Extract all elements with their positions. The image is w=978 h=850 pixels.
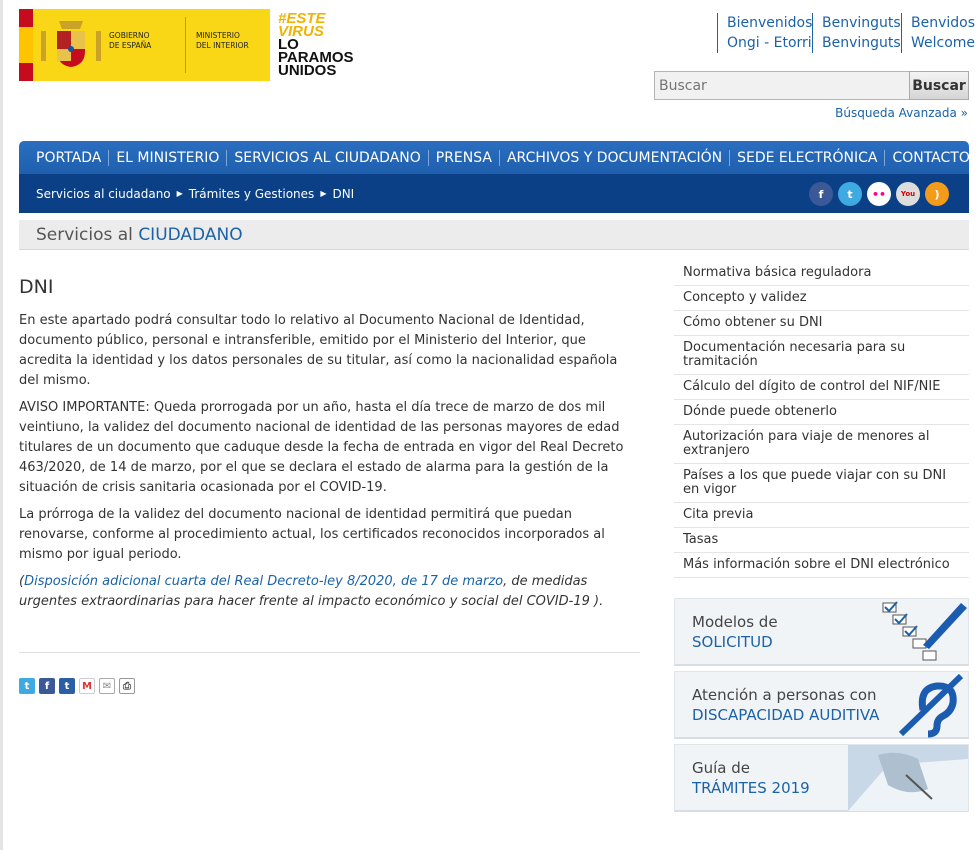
nav-item-servicios[interactable]: SERVICIOS AL CIUDADANO <box>227 150 428 166</box>
search-input[interactable] <box>654 71 909 100</box>
spain-flag-icon <box>19 9 33 81</box>
nav-item-sede[interactable]: SEDE ELECTRÓNICA <box>730 150 885 166</box>
chevron-right-icon: ▶ <box>320 189 327 198</box>
campaign-line-3: LO <box>278 36 299 53</box>
section-title-prefix: Servicios al <box>36 225 139 245</box>
promo-solicitud[interactable] <box>674 598 969 666</box>
gmail-icon[interactable]: M <box>79 678 95 694</box>
print-icon[interactable]: ⎙ <box>119 678 135 694</box>
reference-paragraph: (Disposición adicional cuarta del Real Decreto-ley 8/2020, de 17 de marzo, de medidas urgentes extraordinarias para hacer frente al impacto económico y social del COVID-19 ). <box>19 574 604 609</box>
campaign-line-2: VIRUS <box>278 23 324 40</box>
sidebar-item[interactable]: Cita previa <box>674 503 969 528</box>
nav-item-contacto[interactable]: CONTACTO <box>892 149 970 166</box>
advanced-search-link[interactable]: Búsqueda Avanzada » <box>835 106 968 120</box>
language-link[interactable]: Benvinguts <box>812 13 901 33</box>
nav-item-portada[interactable]: PORTADA <box>29 150 109 166</box>
search-button[interactable]: Buscar <box>909 71 969 100</box>
facebook-icon[interactable]: f <box>809 182 833 206</box>
coat-of-arms-icon <box>33 9 109 81</box>
section-title <box>19 220 969 250</box>
share-toolbar <box>19 678 135 694</box>
sidebar-links <box>674 261 969 578</box>
language-column-3 <box>901 13 975 53</box>
twitter-icon[interactable]: t <box>19 678 35 694</box>
rss-icon[interactable]: ) <box>925 182 949 206</box>
promo-label: Modelos de <box>692 613 778 631</box>
language-column-1 <box>717 13 812 53</box>
promo-tramites[interactable] <box>674 744 969 812</box>
language-link[interactable]: Benvidos <box>901 13 975 33</box>
main-navigation <box>19 141 969 213</box>
social-links <box>809 182 949 206</box>
breadcrumb-bar <box>19 174 969 213</box>
twitter-icon[interactable]: t <box>838 182 862 206</box>
promo-label: Guía de <box>692 759 751 777</box>
content-divider <box>19 652 640 653</box>
youtube-icon[interactable]: You <box>896 182 920 206</box>
search-form <box>654 71 969 100</box>
checklist-icon <box>873 599 968 665</box>
mail-icon[interactable]: ✉ <box>99 678 115 694</box>
promo-highlight: SOLICITUD <box>692 633 773 651</box>
breadcrumb-item[interactable]: Trámites y Gestiones <box>188 186 315 201</box>
sidebar-item[interactable]: Tasas <box>674 528 969 553</box>
promo-highlight: DISCAPACIDAD AUDITIVA <box>692 706 880 724</box>
main-content <box>19 276 639 619</box>
language-link[interactable]: Ongi - Etorri <box>717 33 812 53</box>
breadcrumb-item[interactable]: Servicios al ciudadano <box>36 186 171 201</box>
sidebar-item[interactable]: Dónde puede obtenerlo <box>674 400 969 425</box>
campaign-logo[interactable] <box>278 12 354 77</box>
tuenti-icon[interactable]: t <box>59 678 75 694</box>
hearing-impaired-icon <box>893 672 968 738</box>
promo-discapacidad[interactable] <box>674 671 969 739</box>
campaign-line-5: UNIDOS <box>278 62 337 79</box>
section-title-highlight: CIUDADANO <box>138 225 243 245</box>
ministry-name: MINISTERIO DEL INTERIOR <box>196 31 249 50</box>
language-link[interactable]: Benvinguts <box>812 33 901 53</box>
decree-link[interactable]: Disposición adicional cuarta del Real Decreto-ley 8/2020, de 17 de marzo <box>24 574 504 589</box>
extension-paragraph: La prórroga de la validez del documento nacional de identidad permitirá que puedan renovarse, conforme al procedimiento actual, los certificados reconocidos incorporados al mismo por igual periodo. <box>19 507 605 562</box>
promo-label: Atención a personas con <box>692 686 877 704</box>
intro-paragraph: En este apartado podrá consultar todo lo relativo al Documento Nacional de Identidad, documento público, personal e intransferible, emitido por el Ministerio del Interior, que acredita la identidad y los datos personales de su titular, así como la nacionalidad española del mismo. <box>19 313 618 388</box>
sidebar-item[interactable]: Países a los que puede viajar con su DNI en vigor <box>674 464 969 503</box>
breadcrumb-item: DNI <box>332 186 355 201</box>
language-link[interactable]: Bienvenidos <box>717 13 812 33</box>
government-logo[interactable] <box>19 9 270 81</box>
campaign-line-1: #ESTE <box>278 10 326 27</box>
sidebar-item[interactable]: Normativa básica reguladora <box>674 261 969 286</box>
page-edge <box>0 0 3 850</box>
flickr-icon[interactable]: •• <box>867 182 891 206</box>
language-column-2 <box>812 13 901 53</box>
sidebar-item[interactable]: Documentación necesaria para su tramitación <box>674 336 969 375</box>
government-name: GOBIERNO DE ESPAÑA <box>109 31 152 50</box>
campaign-line-4: PARAMOS <box>278 49 354 66</box>
sidebar-item[interactable]: Más información sobre el DNI electrónico <box>674 553 969 578</box>
sidebar-item[interactable]: Concepto y validez <box>674 286 969 311</box>
document-signing-icon <box>848 745 968 811</box>
facebook-icon[interactable]: f <box>39 678 55 694</box>
nav-item-ministerio[interactable]: EL MINISTERIO <box>109 150 227 166</box>
sidebar-item[interactable]: Autorización para viaje de menores al extranjero <box>674 425 969 464</box>
language-link[interactable]: Welcome <box>901 33 975 53</box>
nav-item-prensa[interactable]: PRENSA <box>429 150 500 166</box>
sidebar-item[interactable]: Cómo obtener su DNI <box>674 311 969 336</box>
breadcrumb <box>36 187 354 201</box>
nav-item-archivos[interactable]: ARCHIVOS Y DOCUMENTACIÓN <box>500 150 730 166</box>
sidebar-item[interactable]: Cálculo del dígito de control del NIF/NIE <box>674 375 969 400</box>
page-title: DNI <box>19 276 54 298</box>
notice-paragraph: AVISO IMPORTANTE: Queda prorrogada por un año, hasta el día trece de marzo de dos mil veintiuno, la validez del documento nacional de identidad de las personas mayores de edad titulares de un documento que caduque desde la fecha de entrada en vigor del Real Decreto 463/2020, de 14 de marzo, por el que se declara el estado de alarma para la gestión de la situación de crisis sanitaria ocasionada por el COVID-19. <box>19 400 624 495</box>
promo-highlight: TRÁMITES 2019 <box>692 779 810 797</box>
chevron-right-icon: ▶ <box>176 189 183 198</box>
